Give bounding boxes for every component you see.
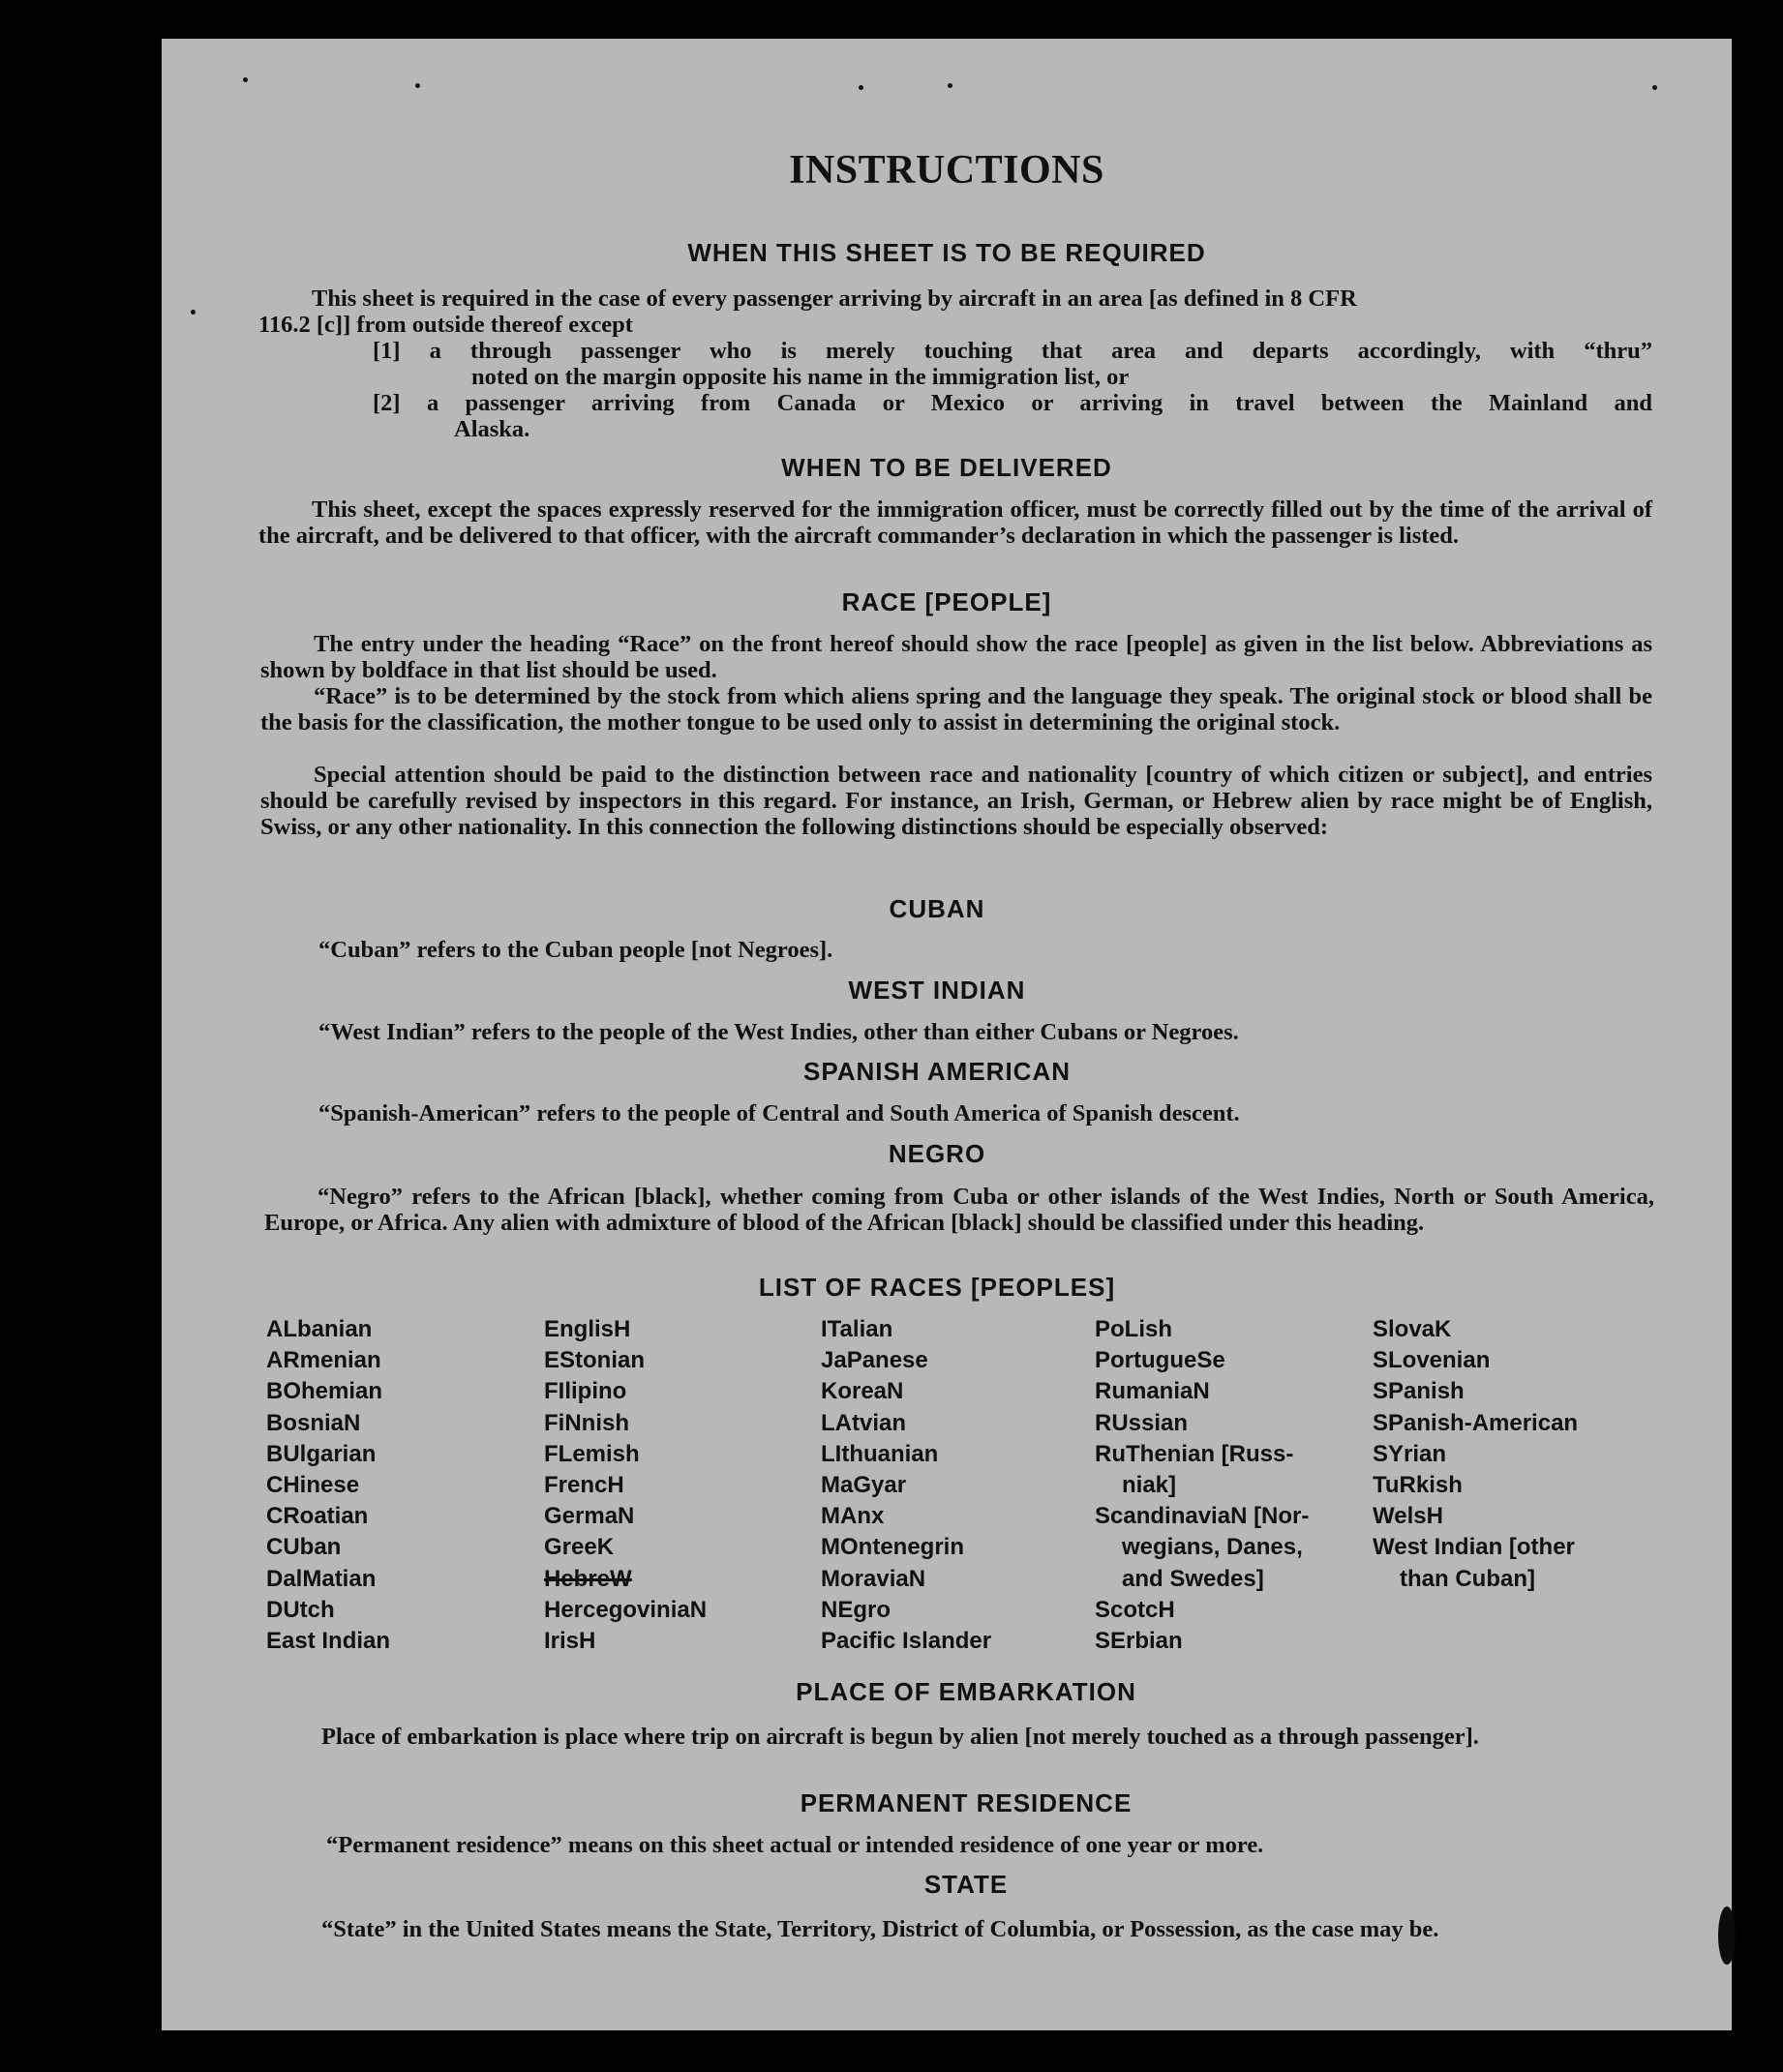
race-entry: IrisH bbox=[544, 1628, 596, 1655]
race-entry: ALbanian bbox=[266, 1316, 373, 1342]
permanent-residence-text: “Permanent residence” means on this sheet actual or intended residence of one year or more. bbox=[326, 1832, 1264, 1858]
race-entry: RumaniaN bbox=[1095, 1378, 1210, 1405]
race-entry: EnglisH bbox=[544, 1316, 631, 1342]
race-entry: SYrian bbox=[1373, 1440, 1447, 1467]
races-column-3 bbox=[821, 1314, 991, 1657]
document-page bbox=[162, 39, 1732, 2030]
scan-speck bbox=[948, 83, 952, 88]
race-entry: BosniaN bbox=[266, 1409, 361, 1436]
when-required-intro-line2: 116.2 [c]] from outside thereof except bbox=[258, 312, 633, 338]
when-required-item1-line1: [1] a through passenger who is merely touching that area and departs accordingly, with “thru” bbox=[373, 338, 1652, 364]
race-entry-continued: niak] bbox=[1122, 1472, 1177, 1499]
race-entry: DUtch bbox=[266, 1596, 335, 1623]
race-entry: ARmenian bbox=[266, 1347, 381, 1374]
race-entry: GreeK bbox=[544, 1534, 615, 1561]
race-entry: PortugueSe bbox=[1095, 1347, 1225, 1374]
cuban-text: “Cuban” refers to the Cuban people [not Negroes]. bbox=[318, 937, 833, 963]
when-required-item2-line1: [2] a passenger arriving from Canada or Mexico or arriving in travel between the Mainland and bbox=[373, 390, 1652, 416]
race-entry: CRoatian bbox=[266, 1503, 369, 1530]
race-entry: BUlgarian bbox=[266, 1440, 377, 1467]
race-entry: SPanish bbox=[1373, 1378, 1465, 1405]
race-entry: RUssian bbox=[1095, 1409, 1189, 1436]
heading-negro: NEGRO bbox=[888, 1139, 986, 1168]
race-entry-continued: wegians, Danes, bbox=[1122, 1534, 1303, 1561]
race-entry: ScandinaviaN [Nor- bbox=[1095, 1503, 1310, 1530]
heading-embarkation: PLACE OF EMBARKATION bbox=[796, 1677, 1136, 1706]
race-entry: PoLish bbox=[1095, 1316, 1173, 1342]
heading-when-delivered: WHEN TO BE DELIVERED bbox=[781, 453, 1112, 482]
scan-speck bbox=[191, 310, 196, 315]
race-entry: TuRkish bbox=[1373, 1472, 1463, 1499]
race-entry: GermaN bbox=[544, 1503, 635, 1530]
race-entry: MaGyar bbox=[821, 1472, 907, 1499]
west-indian-text: “West Indian” refers to the people of the West Indies, other than either Cubans or Negroes. bbox=[318, 1019, 1239, 1045]
when-delivered-text: This sheet, except the spaces expressly reserved for the immigration officer, must be correctly filled out by the time of the arrival of the aircraft, and be delivered to that officer, with the aircraft commander’s declaration in which the passenger is listed. bbox=[258, 496, 1652, 549]
scan-speck bbox=[243, 77, 248, 82]
race-entry: KoreaN bbox=[821, 1378, 904, 1405]
race-entry: BOhemian bbox=[266, 1378, 383, 1405]
race-entry-struck: HebreW bbox=[544, 1565, 632, 1592]
heading-when-required: WHEN THIS SHEET IS TO BE REQUIRED bbox=[687, 238, 1206, 267]
race-entry: RuThenian [Russ- bbox=[1095, 1440, 1294, 1467]
race-para2: “Race” is to be determined by the stock from which aliens spring and the language they speak. The original stock or blood shall be the basis for the classification, the mother tongue to be used only to assist in determining the original stock. bbox=[260, 683, 1652, 736]
race-entry: East Indian bbox=[266, 1628, 391, 1655]
race-entry-continued: than Cuban] bbox=[1400, 1565, 1535, 1592]
race-entry: MAnx bbox=[821, 1503, 885, 1530]
race-entry: CUban bbox=[266, 1534, 342, 1561]
heading-state: STATE bbox=[923, 1870, 1009, 1899]
race-entry: ScotcH bbox=[1095, 1596, 1175, 1623]
heading-spanish-american: SPANISH AMERICAN bbox=[802, 1057, 1071, 1086]
negro-text: “Negro” refers to the African [black], whether coming from Cuba or other islands of the West Indies, North or South America, Europe, or Africa. Any alien with admixture of blood of the African [black] should be classified under this heading. bbox=[264, 1184, 1654, 1236]
race-entry: MoraviaN bbox=[821, 1565, 926, 1592]
race-entry: MOntenegrin bbox=[821, 1534, 964, 1561]
when-required-intro-line1: This sheet is required in the case of every passenger arriving by aircraft in an area [as defined in 8 CFR bbox=[312, 285, 1357, 312]
races-column-1 bbox=[266, 1314, 390, 1657]
race-entry: DalMatian bbox=[266, 1565, 377, 1592]
race-entry: LAtvian bbox=[821, 1409, 907, 1436]
race-entry: NEgro bbox=[821, 1596, 891, 1623]
when-required-item2-line2: Alaska. bbox=[454, 416, 530, 442]
race-entry: Pacific Islander bbox=[821, 1628, 992, 1655]
race-entry: WelsH bbox=[1373, 1503, 1443, 1530]
race-entry: FiNnish bbox=[544, 1409, 629, 1436]
race-entry: LIthuanian bbox=[821, 1440, 939, 1467]
heading-list-of-races: LIST OF RACES [PEOPLES] bbox=[758, 1273, 1116, 1302]
state-text: “State” in the United States means the State, Territory, District of Columbia, or Possession, as the case may be. bbox=[321, 1916, 1439, 1942]
scan-speck bbox=[1652, 85, 1657, 90]
race-para1: The entry under the heading “Race” on the front hereof should show the race [people] as given in the list below. Abbreviations as shown by boldface in that list should be used. bbox=[260, 631, 1652, 683]
race-entry: ITalian bbox=[821, 1316, 893, 1342]
ink-blot bbox=[1718, 1907, 1736, 1965]
when-required-item1-line2: noted on the margin opposite his name in the immigration list, or bbox=[471, 364, 1130, 390]
heading-race: RACE [PEOPLE] bbox=[841, 587, 1052, 616]
races-column-5 bbox=[1373, 1314, 1578, 1595]
races-column-4 bbox=[1095, 1314, 1309, 1657]
race-entry: EStonian bbox=[544, 1347, 646, 1374]
race-entry: SErbian bbox=[1095, 1628, 1183, 1655]
race-entry: SLovenian bbox=[1373, 1347, 1491, 1374]
race-entry: FrencH bbox=[544, 1472, 624, 1499]
race-entry: SPanish-American bbox=[1373, 1409, 1579, 1436]
embarkation-text: Place of embarkation is place where trip on aircraft is begun by alien [not merely touched as a through passenger]. bbox=[321, 1724, 1479, 1750]
race-entry: JaPanese bbox=[821, 1347, 928, 1374]
heading-permanent-residence: PERMANENT RESIDENCE bbox=[800, 1788, 1133, 1817]
race-para3: Special attention should be paid to the distinction between race and nationality [country of which citizen or subject], and entries should be carefully revised by inspectors in this regard. For instance, an Irish, German, or Hebrew alien by race might be of English, Swiss, or any other nationality. In this connection the following distinctions should be especially observed: bbox=[260, 762, 1652, 840]
page-title: INSTRUCTIONS bbox=[789, 148, 1104, 193]
race-entry: HercegoviniaN bbox=[544, 1596, 708, 1623]
scan-speck bbox=[415, 83, 420, 88]
race-entry: SlovaK bbox=[1373, 1316, 1452, 1342]
race-entry-continued: and Swedes] bbox=[1122, 1565, 1264, 1592]
scan-speck bbox=[859, 85, 863, 90]
race-entry: West Indian [other bbox=[1373, 1534, 1575, 1561]
spanish-american-text: “Spanish-American” refers to the people of Central and South America of Spanish descent. bbox=[318, 1100, 1240, 1126]
race-entry: FIlipino bbox=[544, 1378, 627, 1405]
races-column-2 bbox=[544, 1314, 707, 1657]
race-entry: CHinese bbox=[266, 1472, 360, 1499]
race-entry: FLemish bbox=[544, 1440, 640, 1467]
heading-west-indian: WEST INDIAN bbox=[848, 976, 1026, 1005]
heading-cuban: CUBAN bbox=[889, 894, 985, 923]
